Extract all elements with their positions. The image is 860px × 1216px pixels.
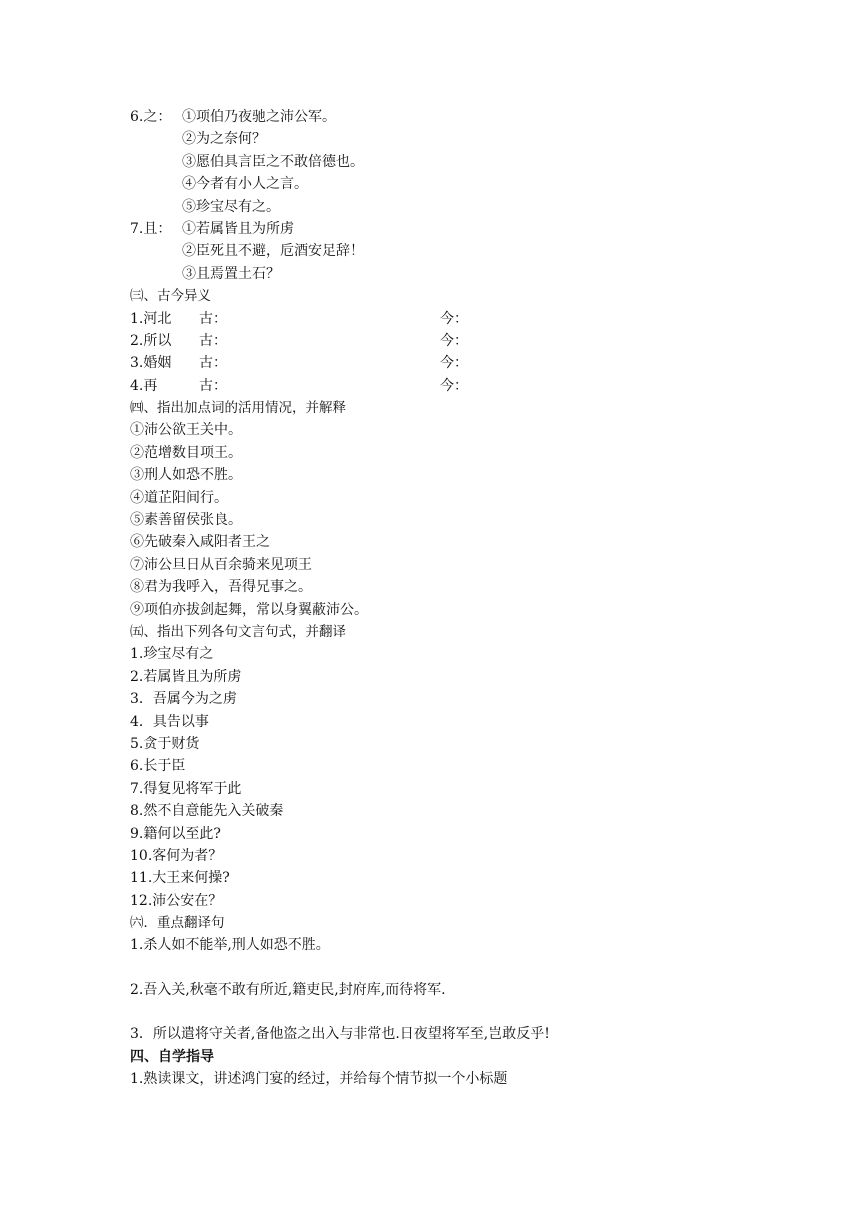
jushi-item: 9.籍何以至此? <box>130 825 221 842</box>
qie-item-text: ①若属皆且为所虏 <box>182 220 294 237</box>
gujin-gu: 古： <box>199 310 227 327</box>
gujin-jin: 今： <box>440 332 468 349</box>
jushi-item: 7.得复见将军于此 <box>130 780 242 797</box>
huoyong-item: ⑦沛公旦日从百余骑来见项王 <box>130 556 312 573</box>
jushi-item: 6.长于臣 <box>130 758 186 775</box>
huoyong-item: ③刑人如恐不胜。 <box>130 467 242 484</box>
huoyong-item: ④道芷阳间行。 <box>130 489 228 506</box>
zixue-item: 1.熟读课文，讲述鸿门宴的经过，并给每个情节拟一个小标题 <box>130 1071 508 1088</box>
qie-item-2: ②臣死且不避，卮酒安足辞！ <box>182 243 364 260</box>
gujin-gu: 古： <box>199 355 227 372</box>
jushi-heading: ㈤、指出下列各句文言句式，并翻译 <box>130 623 346 640</box>
jushi-item: 10.客何为者？ <box>130 847 223 864</box>
jushi-item: 3．吾属今为之虏 <box>130 691 237 708</box>
jushi-item: 12.沛公安在？ <box>130 892 223 909</box>
huoyong-item: ⑥先破秦入咸阳者王之 <box>130 534 270 551</box>
jushi-item: 1.珍宝尽有之 <box>130 646 214 663</box>
gujin-word: 4.再 <box>130 377 158 394</box>
fanyi-item: 2.吾入关,秋毫不敢有所近,籍吏民,封府库,而待将军. <box>130 981 446 998</box>
gujin-word: 1.河北 <box>130 310 172 327</box>
gujin-row <box>130 375 770 397</box>
jushi-item: 4．具告以事 <box>130 713 209 730</box>
gujin-word: 3.婚姻 <box>130 355 172 372</box>
gujin-gu: 古： <box>199 332 227 349</box>
huoyong-item: ①沛公欲王关中。 <box>130 422 242 439</box>
qie-item-1 <box>130 218 770 240</box>
gujin-row <box>130 352 770 374</box>
jushi-item: 2.若属皆且为所虏 <box>130 668 242 685</box>
gujin-jin: 今： <box>440 377 468 394</box>
gujin-row <box>130 308 770 330</box>
huoyong-item: ⑧君为我呼入，吾得兄事之。 <box>130 579 312 596</box>
answer-space <box>130 1001 770 1023</box>
gujin-row <box>130 330 770 352</box>
fanyi-item: 3．所以遣将守关者,备他盗之出入与非常也.日夜望将军至,岂敢反乎! <box>130 1026 550 1043</box>
zhi-item-5: ⑤珍宝尽有之。 <box>182 198 280 215</box>
zhi-item-2: ②为之奈何？ <box>182 131 266 148</box>
qie-label: 7.且： <box>130 220 172 237</box>
huoyong-item: ②范增数目项王。 <box>130 444 242 461</box>
huoyong-heading: ㈣、指出加点词的活用情况，并解释 <box>130 400 346 417</box>
zhi-label: 6.之： <box>130 109 172 125</box>
zhi-item-4: ④今者有小人之言。 <box>182 176 308 193</box>
gujin-word: 2.所以 <box>130 332 172 349</box>
huoyong-item: ⑤素善留侯张良。 <box>130 512 242 529</box>
huoyong-item: ⑨项伯亦拔剑起舞，常以身翼蔽沛公。 <box>130 601 368 618</box>
fanyi-heading: ㈥．重点翻译句 <box>130 915 225 932</box>
gujin-heading: ㈢、古今异义 <box>130 288 211 305</box>
answer-space <box>130 957 770 979</box>
qie-item-3: ③且焉置土石？ <box>182 265 280 282</box>
jushi-item: 5.贪于财货 <box>130 735 200 752</box>
gujin-jin: 今： <box>440 355 468 372</box>
jushi-item: 11.大王来何操? <box>130 870 230 887</box>
gujin-jin: 今： <box>440 310 468 327</box>
fanyi-item: 1.杀人如不能举,刑人如恐不胜。 <box>130 937 330 954</box>
zhi-item-1 <box>130 106 770 128</box>
document-content <box>130 106 770 1090</box>
zixue-heading: 四、自学指导 <box>130 1048 214 1065</box>
jushi-item: 8.然不自意能先入关破秦 <box>130 803 284 820</box>
gujin-gu: 古： <box>199 377 227 394</box>
zhi-item-3: ③愿伯具言臣之不敢倍德也。 <box>182 153 364 170</box>
zhi-item-text: ①项伯乃夜驰之沛公军。 <box>182 109 336 125</box>
